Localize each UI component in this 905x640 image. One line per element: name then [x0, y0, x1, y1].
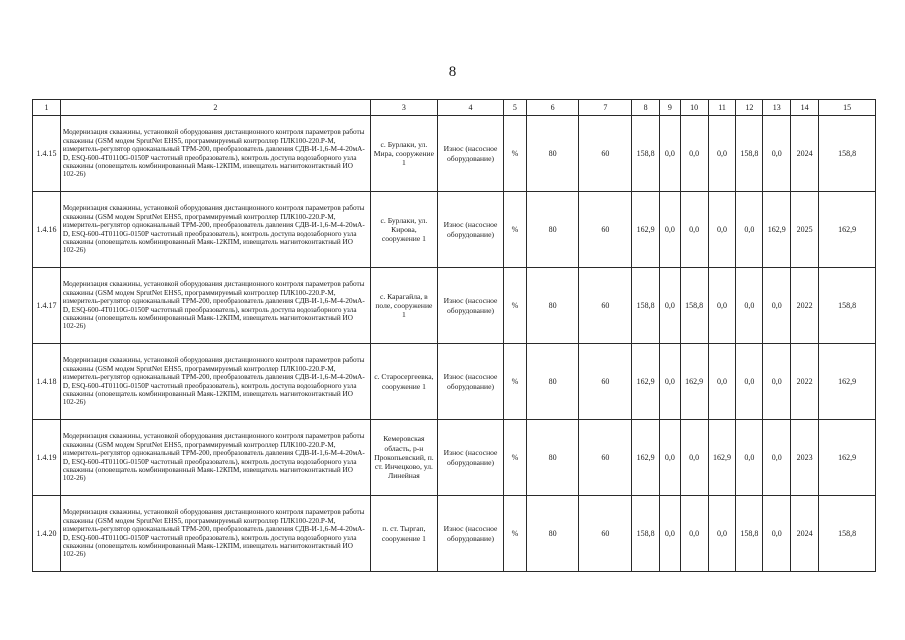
row-cell: 162,9 — [763, 192, 791, 268]
row-id: 1.4.15 — [33, 116, 61, 192]
row-cell: 162,9 — [632, 192, 660, 268]
row-cell: 0,0 — [708, 496, 736, 572]
row-description: Модернизация скважины, установкой оборудования дистанционного контроля параметров работы скважины (GSM модем SprutNet EHS5, программируемый контроллер ПЛК100-220.Р-М, измеритель-регулятор одноканальный ТРМ-200, преобразователь давления СДВ-И-1,6-М-4-20мА-D, ESQ-600-4Т0110G-0150Р частотный преобразователь), контроль доступа водозаборного узла скважины (оповещатель комбинированный Маяк-12КПМ, извещатель магнитоконтактный ИО 102-26) — [60, 344, 370, 420]
row-description: Модернизация скважины, установкой оборудования дистанционного контроля параметров работы скважины (GSM модем SprutNet EHS5, программируемый контроллер ПЛК100-220.Р-М, измеритель-регулятор одноканальный ТРМ-200, преобразователь давления СДВ-И-1,6-М-4-20мА-D, ESQ-600-4Т0110G-0150Р частотный преобразователь), контроль доступа водозаборного узла скважины (оповещатель комбинированный Маяк-12КПМ, извещатель магнитоконтактный ИО 102-26) — [60, 420, 370, 496]
column-header: 6 — [526, 100, 579, 116]
table-row — [33, 496, 876, 572]
row-cell: 60 — [579, 268, 632, 344]
row-total: 162,9 — [819, 192, 876, 268]
column-header: 15 — [819, 100, 876, 116]
row-total: 158,8 — [819, 268, 876, 344]
row-cell: 60 — [579, 116, 632, 192]
row-cell: 158,8 — [680, 268, 708, 344]
row-cell: 0,0 — [660, 496, 681, 572]
column-header: 7 — [579, 100, 632, 116]
row-cell: 80 — [526, 420, 579, 496]
row-cell: 162,9 — [680, 344, 708, 420]
column-header: 4 — [437, 100, 503, 116]
row-location: с. Бурлаки, ул. Кирова, сооружение 1 — [370, 192, 437, 268]
row-unit: % — [504, 344, 527, 420]
row-year: 2023 — [791, 420, 819, 496]
row-cell: 0,0 — [660, 344, 681, 420]
row-cell: 0,0 — [660, 268, 681, 344]
row-description: Модернизация скважины, установкой оборудования дистанционного контроля параметров работы скважины (GSM модем SprutNet EHS5, программируемый контроллер ПЛК100-220.Р-М, измеритель-регулятор одноканальный ТРМ-200, преобразователь давления СДВ-И-1,6-М-4-20мА-D, ESQ-600-4Т0110G-0150Р частотный преобразователь), контроль доступа водозаборного узла скважины (оповещатель комбинированный Маяк-12КПМ, извещатель магнитоконтактный ИО 102-26) — [60, 268, 370, 344]
investment-table — [32, 99, 876, 572]
row-cell: 0,0 — [763, 496, 791, 572]
row-cell: 162,9 — [632, 420, 660, 496]
column-header: 11 — [708, 100, 736, 116]
row-cell: 0,0 — [763, 116, 791, 192]
row-location: с. Бурлаки, ул. Мира, сооружение 1 — [370, 116, 437, 192]
row-cell: 0,0 — [763, 420, 791, 496]
table-row — [33, 420, 876, 496]
row-cell: 60 — [579, 192, 632, 268]
table-row — [33, 192, 876, 268]
row-cell: 80 — [526, 496, 579, 572]
row-note: Износ (насосное оборудование) — [437, 496, 503, 572]
table-row — [33, 344, 876, 420]
row-cell: 0,0 — [708, 192, 736, 268]
row-cell: 60 — [579, 420, 632, 496]
row-year: 2022 — [791, 268, 819, 344]
table-row — [33, 116, 876, 192]
row-cell: 158,8 — [632, 496, 660, 572]
row-year: 2024 — [791, 496, 819, 572]
column-header: 2 — [60, 100, 370, 116]
column-header: 10 — [680, 100, 708, 116]
row-cell: 0,0 — [680, 420, 708, 496]
row-cell: 0,0 — [680, 192, 708, 268]
row-cell: 158,8 — [736, 496, 763, 572]
row-cell: 80 — [526, 116, 579, 192]
row-cell: 162,9 — [632, 344, 660, 420]
row-id: 1.4.17 — [33, 268, 61, 344]
row-description: Модернизация скважины, установкой оборудования дистанционного контроля параметров работы скважины (GSM модем SprutNet EHS5, программируемый контроллер ПЛК100-220.Р-М, измеритель-регулятор одноканальный ТРМ-200, преобразователь давления СДВ-И-1,6-М-4-20мА-D, ESQ-600-4Т0110G-0150Р частотный преобразователь), контроль доступа водозаборного узла скважины (оповещатель комбинированный Маяк-12КПМ, извещатель магнитоконтактный ИО 102-26) — [60, 192, 370, 268]
row-cell: 158,8 — [632, 268, 660, 344]
row-cell: 0,0 — [708, 268, 736, 344]
column-header: 1 — [33, 100, 61, 116]
row-note: Износ (насосное оборудование) — [437, 268, 503, 344]
row-cell: 0,0 — [708, 116, 736, 192]
table-row — [33, 268, 876, 344]
row-cell: 158,8 — [632, 116, 660, 192]
row-unit: % — [504, 268, 527, 344]
row-location: Кемеровская область, р-н Прокопьевский, п. ст. Инчецково, ул. Линейная — [370, 420, 437, 496]
row-note: Износ (насосное оборудование) — [437, 192, 503, 268]
row-location: п. ст. Тыргап, сооружение 1 — [370, 496, 437, 572]
row-year: 2024 — [791, 116, 819, 192]
row-location: с. Карагайла, в поле, сооружение 1 — [370, 268, 437, 344]
row-description: Модернизация скважины, установкой оборудования дистанционного контроля параметров работы скважины (GSM модем SprutNet EHS5, программируемый контроллер ПЛК100-220.Р-М, измеритель-регулятор одноканальный ТРМ-200, преобразователь давления СДВ-И-1,6-М-4-20мА-D, ESQ-600-4Т0110G-0150Р частотный преобразователь), контроль доступа водозаборного узла скважины (оповещатель комбинированный Маяк-12КПМ, извещатель магнитоконтактный ИО 102-26) — [60, 496, 370, 572]
row-cell: 0,0 — [736, 192, 763, 268]
row-year: 2025 — [791, 192, 819, 268]
column-header: 14 — [791, 100, 819, 116]
column-header: 8 — [632, 100, 660, 116]
row-cell: 0,0 — [660, 116, 681, 192]
row-cell: 0,0 — [736, 420, 763, 496]
row-cell: 60 — [579, 344, 632, 420]
row-cell: 80 — [526, 344, 579, 420]
row-id: 1.4.19 — [33, 420, 61, 496]
row-cell: 0,0 — [680, 116, 708, 192]
row-unit: % — [504, 192, 527, 268]
row-unit: % — [504, 116, 527, 192]
row-cell: 0,0 — [736, 268, 763, 344]
column-header: 13 — [763, 100, 791, 116]
column-header: 5 — [504, 100, 527, 116]
page-number: 8 — [448, 64, 457, 80]
column-header: 9 — [660, 100, 681, 116]
row-total: 158,8 — [819, 116, 876, 192]
column-header: 12 — [736, 100, 763, 116]
row-cell: 158,8 — [736, 116, 763, 192]
row-cell: 0,0 — [708, 344, 736, 420]
row-location: с. Староcергеевка, сооружение 1 — [370, 344, 437, 420]
row-note: Износ (насосное оборудование) — [437, 344, 503, 420]
row-cell: 0,0 — [660, 192, 681, 268]
row-id: 1.4.20 — [33, 496, 61, 572]
row-cell: 0,0 — [763, 268, 791, 344]
row-cell: 0,0 — [660, 420, 681, 496]
row-cell: 0,0 — [736, 344, 763, 420]
row-total: 158,8 — [819, 496, 876, 572]
row-total: 162,9 — [819, 420, 876, 496]
row-cell: 80 — [526, 268, 579, 344]
row-cell: 0,0 — [680, 496, 708, 572]
header-row — [33, 100, 876, 116]
row-id: 1.4.16 — [33, 192, 61, 268]
row-unit: % — [504, 496, 527, 572]
row-total: 162,9 — [819, 344, 876, 420]
row-cell: 162,9 — [708, 420, 736, 496]
row-id: 1.4.18 — [33, 344, 61, 420]
row-description: Модернизация скважины, установкой оборудования дистанционного контроля параметров работы скважины (GSM модем SprutNet EHS5, программируемый контроллер ПЛК100-220.Р-М, измеритель-регулятор одноканальный ТРМ-200, преобразователь давления СДВ-И-1,6-М-4-20мА-D, ESQ-600-4Т0110G-0150Р частотный преобразователь), контроль доступа водозаборного узла скважины (оповещатель комбинированный Маяк-12КПМ, извещатель магнитоконтактный ИО 102-26) — [60, 116, 370, 192]
row-year: 2022 — [791, 344, 819, 420]
row-cell: 0,0 — [763, 344, 791, 420]
row-note: Износ (насосное оборудование) — [437, 116, 503, 192]
row-cell: 80 — [526, 192, 579, 268]
row-unit: % — [504, 420, 527, 496]
row-cell: 60 — [579, 496, 632, 572]
row-note: Износ (насосное оборудование) — [437, 420, 503, 496]
column-header: 3 — [370, 100, 437, 116]
